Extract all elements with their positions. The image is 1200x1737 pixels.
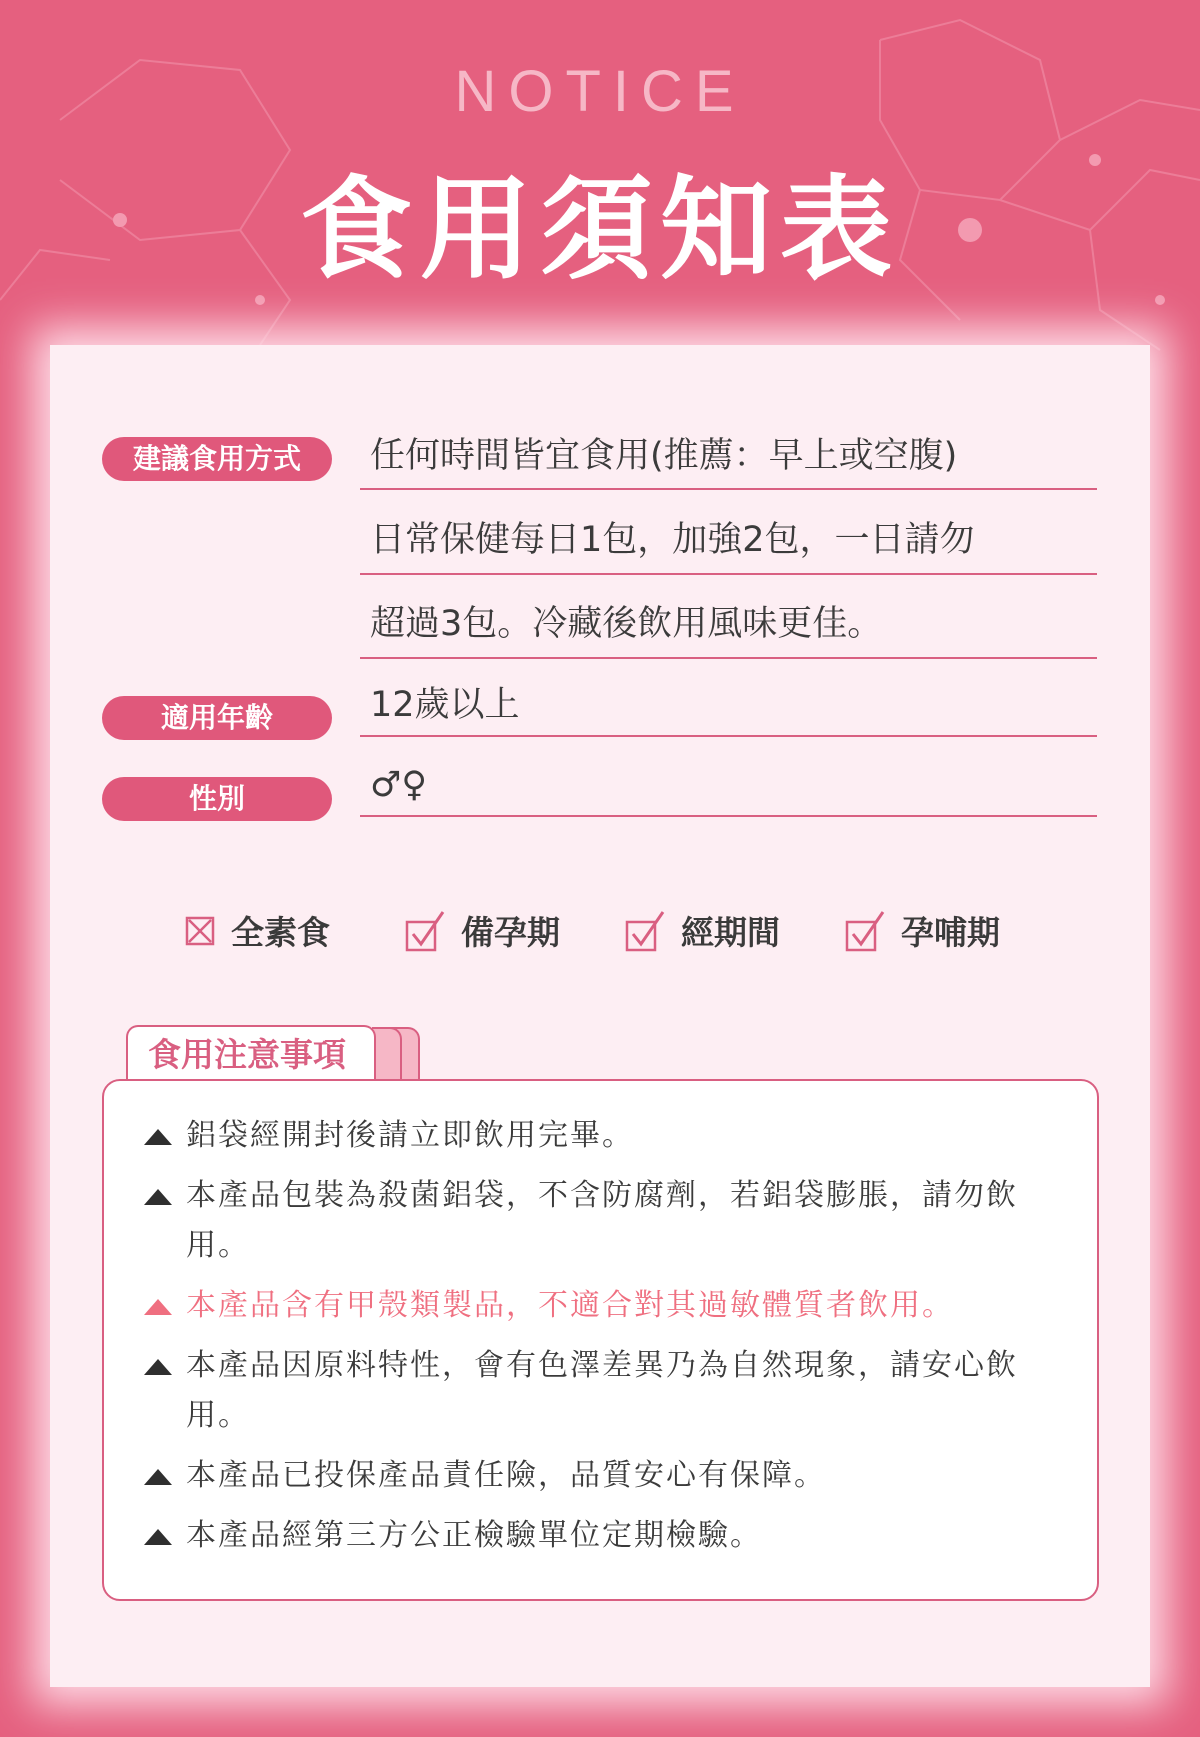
triangle-bullet-icon [144, 1129, 172, 1145]
diet-preconception [405, 907, 560, 960]
diet-label: 全素食 [231, 913, 330, 952]
note-item: 本產品經第三方公正檢驗單位定期檢驗。 [144, 1511, 1069, 1561]
x-box-icon [185, 915, 215, 954]
note-item: 鋁袋經開封後請立即飲用完畢。 [144, 1111, 1069, 1161]
triangle-bullet-icon [144, 1189, 172, 1205]
check-box-icon [845, 910, 885, 960]
notes-title: 食用注意事項 [126, 1025, 376, 1081]
info-card [50, 345, 1150, 1687]
diet-label: 經期間 [681, 913, 780, 952]
notice-eyebrow: NOTICE [454, 59, 746, 124]
usage-label: 建議食用方式 [102, 437, 332, 481]
check-box-icon [625, 910, 665, 960]
diet-pregnancy-nursing [845, 907, 1000, 960]
gender-label: 性別 [102, 777, 332, 821]
triangle-bullet-icon [144, 1529, 172, 1545]
note-item: 本產品因原料特性，會有色澤差異乃為自然現象，請安心飲用。 [144, 1341, 1069, 1441]
gender-value: ♂♀ [360, 740, 1097, 817]
note-item: 本產品包裝為殺菌鋁袋，不含防腐劑，若鋁袋膨脹，請勿飲用。 [144, 1171, 1069, 1271]
usage-line-3: 超過3包。冷藏後飲用風味更佳。 [360, 579, 1097, 659]
diet-label: 備孕期 [461, 913, 560, 952]
age-label: 適用年齡 [102, 696, 332, 740]
triangle-bullet-icon [144, 1299, 172, 1315]
page-title: 食用須知表 [300, 165, 900, 295]
age-value: 12歲以上 [360, 667, 1097, 737]
triangle-bullet-icon [144, 1469, 172, 1485]
diet-menstruation [625, 907, 780, 960]
check-box-icon [405, 910, 445, 960]
diet-label: 孕哺期 [901, 913, 1000, 952]
note-item-warning: 本產品含有甲殼類製品，不適合對其過敏體質者飲用。 [144, 1281, 1069, 1331]
note-item: 本產品已投保產品責任險，品質安心有保障。 [144, 1451, 1069, 1501]
triangle-bullet-icon [144, 1359, 172, 1375]
notes-panel [102, 1079, 1099, 1601]
usage-line-1: 任何時間皆宜食用(推薦：早上或空腹) [360, 430, 1097, 490]
usage-line-2: 日常保健每日1包，加強2包，一日請勿 [360, 495, 1097, 575]
diet-vegan [185, 907, 330, 954]
tab-fold [372, 1027, 402, 1081]
